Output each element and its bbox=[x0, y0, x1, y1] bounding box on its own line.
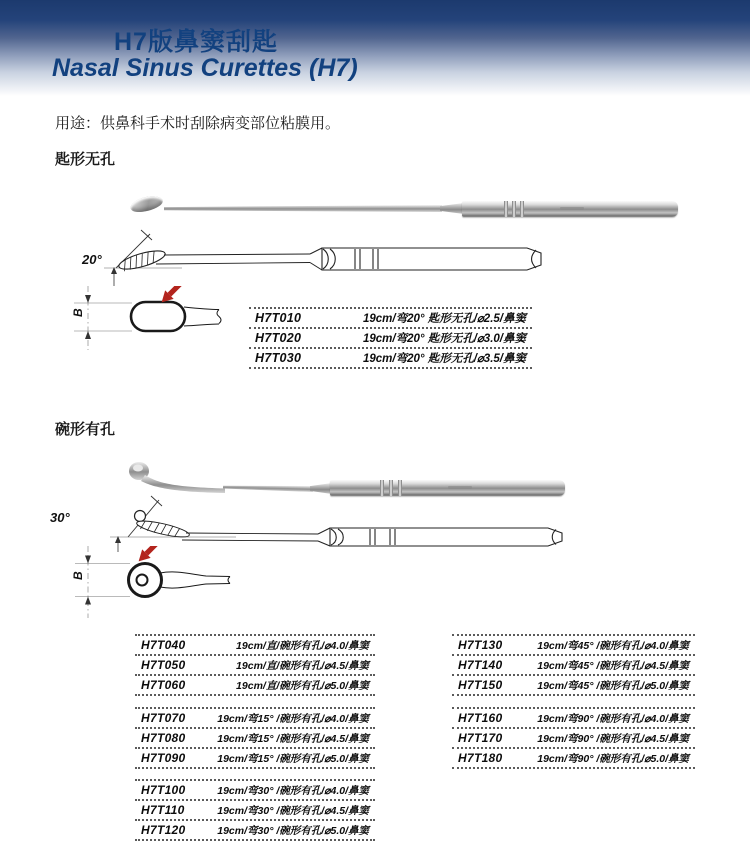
table-row bbox=[135, 674, 375, 696]
spec-cell: 19cm/弯45° /碗形有孔/⌀4.5/鼻窦 bbox=[537, 659, 689, 672]
model-cell: H7T130 bbox=[458, 638, 503, 652]
page-title-chinese: H7版鼻窦刮匙 bbox=[114, 28, 278, 56]
spec-cell: 19cm/弯45° /碗形有孔/⌀5.0/鼻窦 bbox=[537, 679, 689, 692]
handle-grip-ring bbox=[520, 201, 524, 217]
spec-cell: 19cm/直/碗形有孔/⌀4.5/鼻窦 bbox=[236, 659, 369, 672]
angle-label-20: 20° bbox=[82, 252, 102, 267]
spec-table-bowl-15deg bbox=[135, 707, 375, 769]
spec-cell: 19cm/弯30° /碗形有孔/⌀4.0/鼻窦 bbox=[217, 784, 369, 797]
model-cell: H7T010 bbox=[255, 311, 302, 325]
table-row bbox=[135, 634, 375, 654]
dimension-label-b: B bbox=[71, 571, 85, 580]
bowl-hole bbox=[137, 575, 148, 586]
spec-table-bowl-45deg bbox=[452, 634, 695, 696]
table-row bbox=[135, 819, 375, 841]
model-cell: H7T070 bbox=[141, 711, 186, 725]
table-row bbox=[249, 307, 532, 327]
spec-cell: 19cm/弯15° /碗形有孔/⌀5.0/鼻窦 bbox=[217, 752, 369, 765]
spec-table-spoon bbox=[249, 307, 532, 369]
technical-drawing-20deg bbox=[70, 228, 560, 290]
spec-cell: 19cm/弯20° 匙形无孔/⌀2.5/鼻窦 bbox=[363, 313, 526, 325]
instrument-photo-straight-curette bbox=[130, 194, 550, 228]
table-row bbox=[249, 347, 532, 369]
table-row bbox=[135, 727, 375, 747]
model-cell: H7T020 bbox=[255, 331, 302, 345]
laser-mark bbox=[560, 207, 584, 210]
spec-table-bowl-straight bbox=[135, 634, 375, 696]
model-cell: H7T100 bbox=[141, 783, 186, 797]
hatched-spoon-tip bbox=[117, 247, 167, 273]
model-cell: H7T080 bbox=[141, 731, 186, 745]
spec-cell: 19cm/弯20° 匙形无孔/⌀3.5/鼻窦 bbox=[363, 353, 526, 365]
model-cell: H7T150 bbox=[458, 678, 503, 692]
spec-cell: 19cm/弯30° /碗形有孔/⌀4.5/鼻窦 bbox=[217, 804, 369, 817]
curette-spoon-tip bbox=[129, 193, 164, 215]
handle-grip-ring bbox=[504, 201, 508, 217]
model-cell: H7T060 bbox=[141, 678, 186, 692]
model-cell: H7T170 bbox=[458, 731, 503, 745]
table-row bbox=[452, 674, 695, 696]
spec-cell: 19cm/弯15° /碗形有孔/⌀4.5/鼻窦 bbox=[217, 732, 369, 745]
spec-cell: 19cm/直/碗形有孔/⌀4.0/鼻窦 bbox=[236, 639, 369, 652]
section-label-spoon-no-hole: 匙形无孔 bbox=[55, 151, 116, 168]
spec-cell: 19cm/弯90° /碗形有孔/⌀5.0/鼻窦 bbox=[537, 752, 689, 765]
handle-grip-ring bbox=[512, 201, 516, 217]
table-row bbox=[135, 747, 375, 769]
drawing-handle-outline bbox=[330, 528, 562, 546]
spec-cell: 19cm/弯90° /碗形有孔/⌀4.5/鼻窦 bbox=[537, 732, 689, 745]
spec-cell: 19cm/弯30° /碗形有孔/⌀5.0/鼻窦 bbox=[217, 824, 369, 837]
page-header-banner bbox=[0, 0, 750, 96]
spec-cell: 19cm/弯15° /碗形有孔/⌀4.0/鼻窦 bbox=[217, 712, 369, 725]
model-cell: H7T120 bbox=[141, 823, 186, 837]
model-cell: H7T040 bbox=[141, 638, 186, 652]
spec-cell: 19cm/弯45° /碗形有孔/⌀4.0/鼻窦 bbox=[537, 639, 689, 652]
table-row bbox=[452, 654, 695, 674]
table-row bbox=[452, 634, 695, 654]
table-row bbox=[135, 707, 375, 727]
technical-drawing-30deg bbox=[18, 478, 566, 552]
model-cell: H7T110 bbox=[141, 803, 185, 817]
dimension-label-b: B bbox=[71, 308, 85, 317]
cross-section-spoon-no-hole bbox=[68, 286, 238, 350]
model-cell: H7T180 bbox=[458, 751, 503, 765]
model-cell: H7T090 bbox=[141, 751, 186, 765]
table-row bbox=[452, 707, 695, 727]
table-row bbox=[135, 654, 375, 674]
model-cell: H7T140 bbox=[458, 658, 503, 672]
model-cell: H7T050 bbox=[141, 658, 186, 672]
curette-shaft bbox=[164, 205, 442, 212]
page-title-english: Nasal Sinus Curettes (H7) bbox=[52, 54, 358, 82]
spec-cell: 19cm/弯90° /碗形有孔/⌀4.0/鼻窦 bbox=[537, 712, 689, 725]
cross-section-bowl-with-hole bbox=[70, 546, 245, 618]
table-row bbox=[249, 327, 532, 347]
angle-label-30: 30° bbox=[50, 510, 70, 525]
spec-cell: 19cm/弯20° 匙形无孔/⌀3.0/鼻窦 bbox=[363, 333, 526, 345]
spec-table-bowl-90deg bbox=[452, 707, 695, 769]
curette-neck-cone bbox=[440, 203, 464, 214]
curette-handle bbox=[462, 201, 678, 217]
table-row bbox=[452, 727, 695, 747]
table-row bbox=[135, 779, 375, 799]
section-label-bowl-with-hole: 碗形有孔 bbox=[55, 421, 116, 438]
spec-table-bowl-30deg bbox=[135, 779, 375, 841]
table-row bbox=[452, 747, 695, 769]
model-cell: H7T160 bbox=[458, 711, 503, 725]
drawing-handle-outline bbox=[322, 248, 541, 270]
table-row bbox=[135, 799, 375, 819]
model-cell: H7T030 bbox=[255, 351, 302, 365]
drawing-cup-tip bbox=[135, 511, 146, 522]
spec-cell: 19cm/直/碗形有孔/⌀5.0/鼻窦 bbox=[236, 679, 369, 692]
usage-note: 用途：供鼻科手术时刮除病变部位粘膜用。 bbox=[55, 115, 341, 132]
